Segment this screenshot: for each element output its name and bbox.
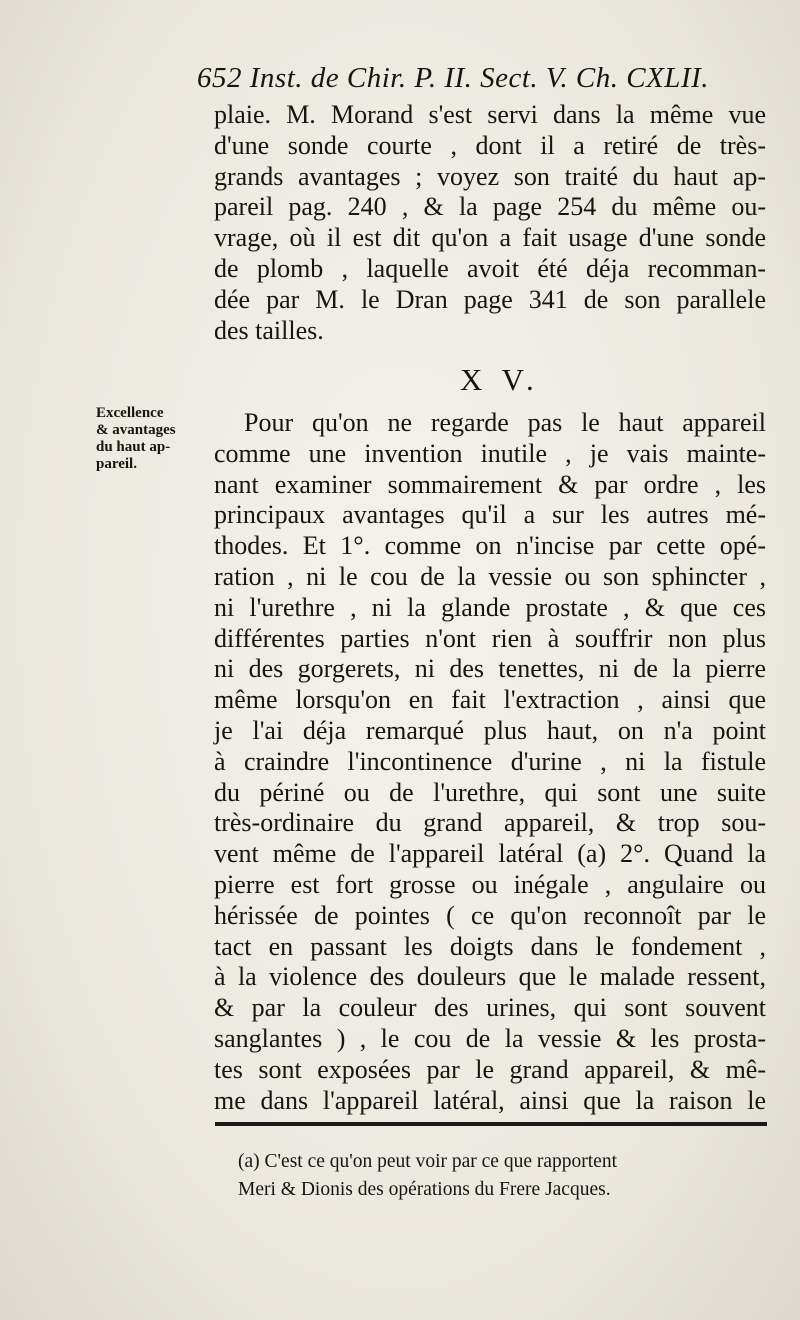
text-line: vent même de l'appareil latéral (a) 2°. Quand la bbox=[214, 839, 766, 869]
footnote-line: Meri & Dionis des opérations du Frere Jacques. bbox=[238, 1179, 611, 1200]
text-line: pierre est fort grosse ou inégale , angulaire ou bbox=[214, 869, 766, 899]
margin-note-line: Excellence bbox=[96, 405, 164, 421]
text-line: ration , ni le cou de la vessie ou son sphincter , bbox=[214, 561, 766, 591]
text-line: à craindre l'incontinence d'urine , ni la fistule bbox=[214, 746, 766, 776]
text-line: des tailles. bbox=[214, 315, 324, 345]
text-line: Pour qu'on ne regarde pas le haut appareil bbox=[244, 408, 766, 437]
text-line: différentes parties n'ont rien à souffrir non plus bbox=[214, 623, 766, 653]
section-heading: X V. bbox=[460, 362, 540, 397]
text-line: vrage, où il est dit qu'on a fait usage d'une sonde bbox=[214, 223, 766, 253]
text-line: comme une invention inutile , je vais mainte- bbox=[214, 438, 766, 468]
text-line: ni l'urethre , ni la glande prostate , & que ces bbox=[214, 592, 766, 622]
text-line: du périné ou de l'urethre, qui sont une suite bbox=[214, 777, 766, 807]
text-line: hérissée de pointes ( ce qu'on reconnoît par le bbox=[214, 900, 766, 930]
text-line: grands avantages ; voyez son traité du haut ap- bbox=[214, 161, 766, 191]
margin-note bbox=[96, 405, 211, 473]
running-head: 652 Inst. de Chir. P. II. Sect. V. Ch. CXLII. bbox=[197, 62, 710, 94]
text-line: pareil pag. 240 , & la page 254 du même ou- bbox=[214, 192, 766, 222]
text-line: principaux avantages qu'il a sur les autres mé- bbox=[214, 500, 766, 530]
footnote-line: (a) C'est ce qu'on peut voir par ce que rapportent bbox=[238, 1151, 618, 1172]
paragraph-continuation bbox=[214, 100, 766, 346]
margin-note-line: & avantages bbox=[96, 422, 176, 438]
text-line: dée par M. le Dran page 341 de son parallele bbox=[214, 284, 766, 314]
footnote bbox=[238, 1148, 778, 1204]
margin-note-line: pareil. bbox=[96, 456, 137, 472]
text-line: me dans l'appareil latéral, ainsi que la raison le bbox=[214, 1085, 766, 1115]
section-paragraph bbox=[214, 408, 766, 1116]
text-line: plaie. M. Morand s'est servi dans la même vue bbox=[214, 100, 766, 129]
text-line: ni des gorgerets, ni des tenettes, ni de la pierre bbox=[214, 654, 766, 684]
text-line: thodes. Et 1°. comme on n'incise par cette opé- bbox=[214, 531, 766, 561]
text-line: même lorsqu'on en fait l'extraction , ainsi que bbox=[214, 685, 766, 715]
text-line: d'une sonde courte , dont il a retiré de très- bbox=[214, 130, 766, 160]
footnote-divider bbox=[215, 1122, 767, 1126]
text-line: nant examiner sommairement & par ordre , les bbox=[214, 469, 766, 499]
text-line: tes sont exposées par le grand appareil, & mê- bbox=[214, 1054, 766, 1084]
margin-note-line: du haut ap- bbox=[96, 439, 171, 455]
text-line: de plomb , laquelle avoit été déja recomman- bbox=[214, 253, 766, 283]
text-line: très-ordinaire du grand appareil, & trop sou- bbox=[214, 808, 766, 838]
text-line: sanglantes ) , le cou de la vessie & les prosta- bbox=[214, 1023, 766, 1053]
text-line: & par la couleur des urines, qui sont souvent bbox=[214, 993, 766, 1023]
text-line: tact en passant les doigts dans le fondement , bbox=[214, 931, 766, 961]
text-line: je l'ai déja remarqué plus haut, on n'a point bbox=[214, 715, 766, 745]
text-line: à la violence des douleurs que le malade ressent, bbox=[214, 962, 766, 992]
